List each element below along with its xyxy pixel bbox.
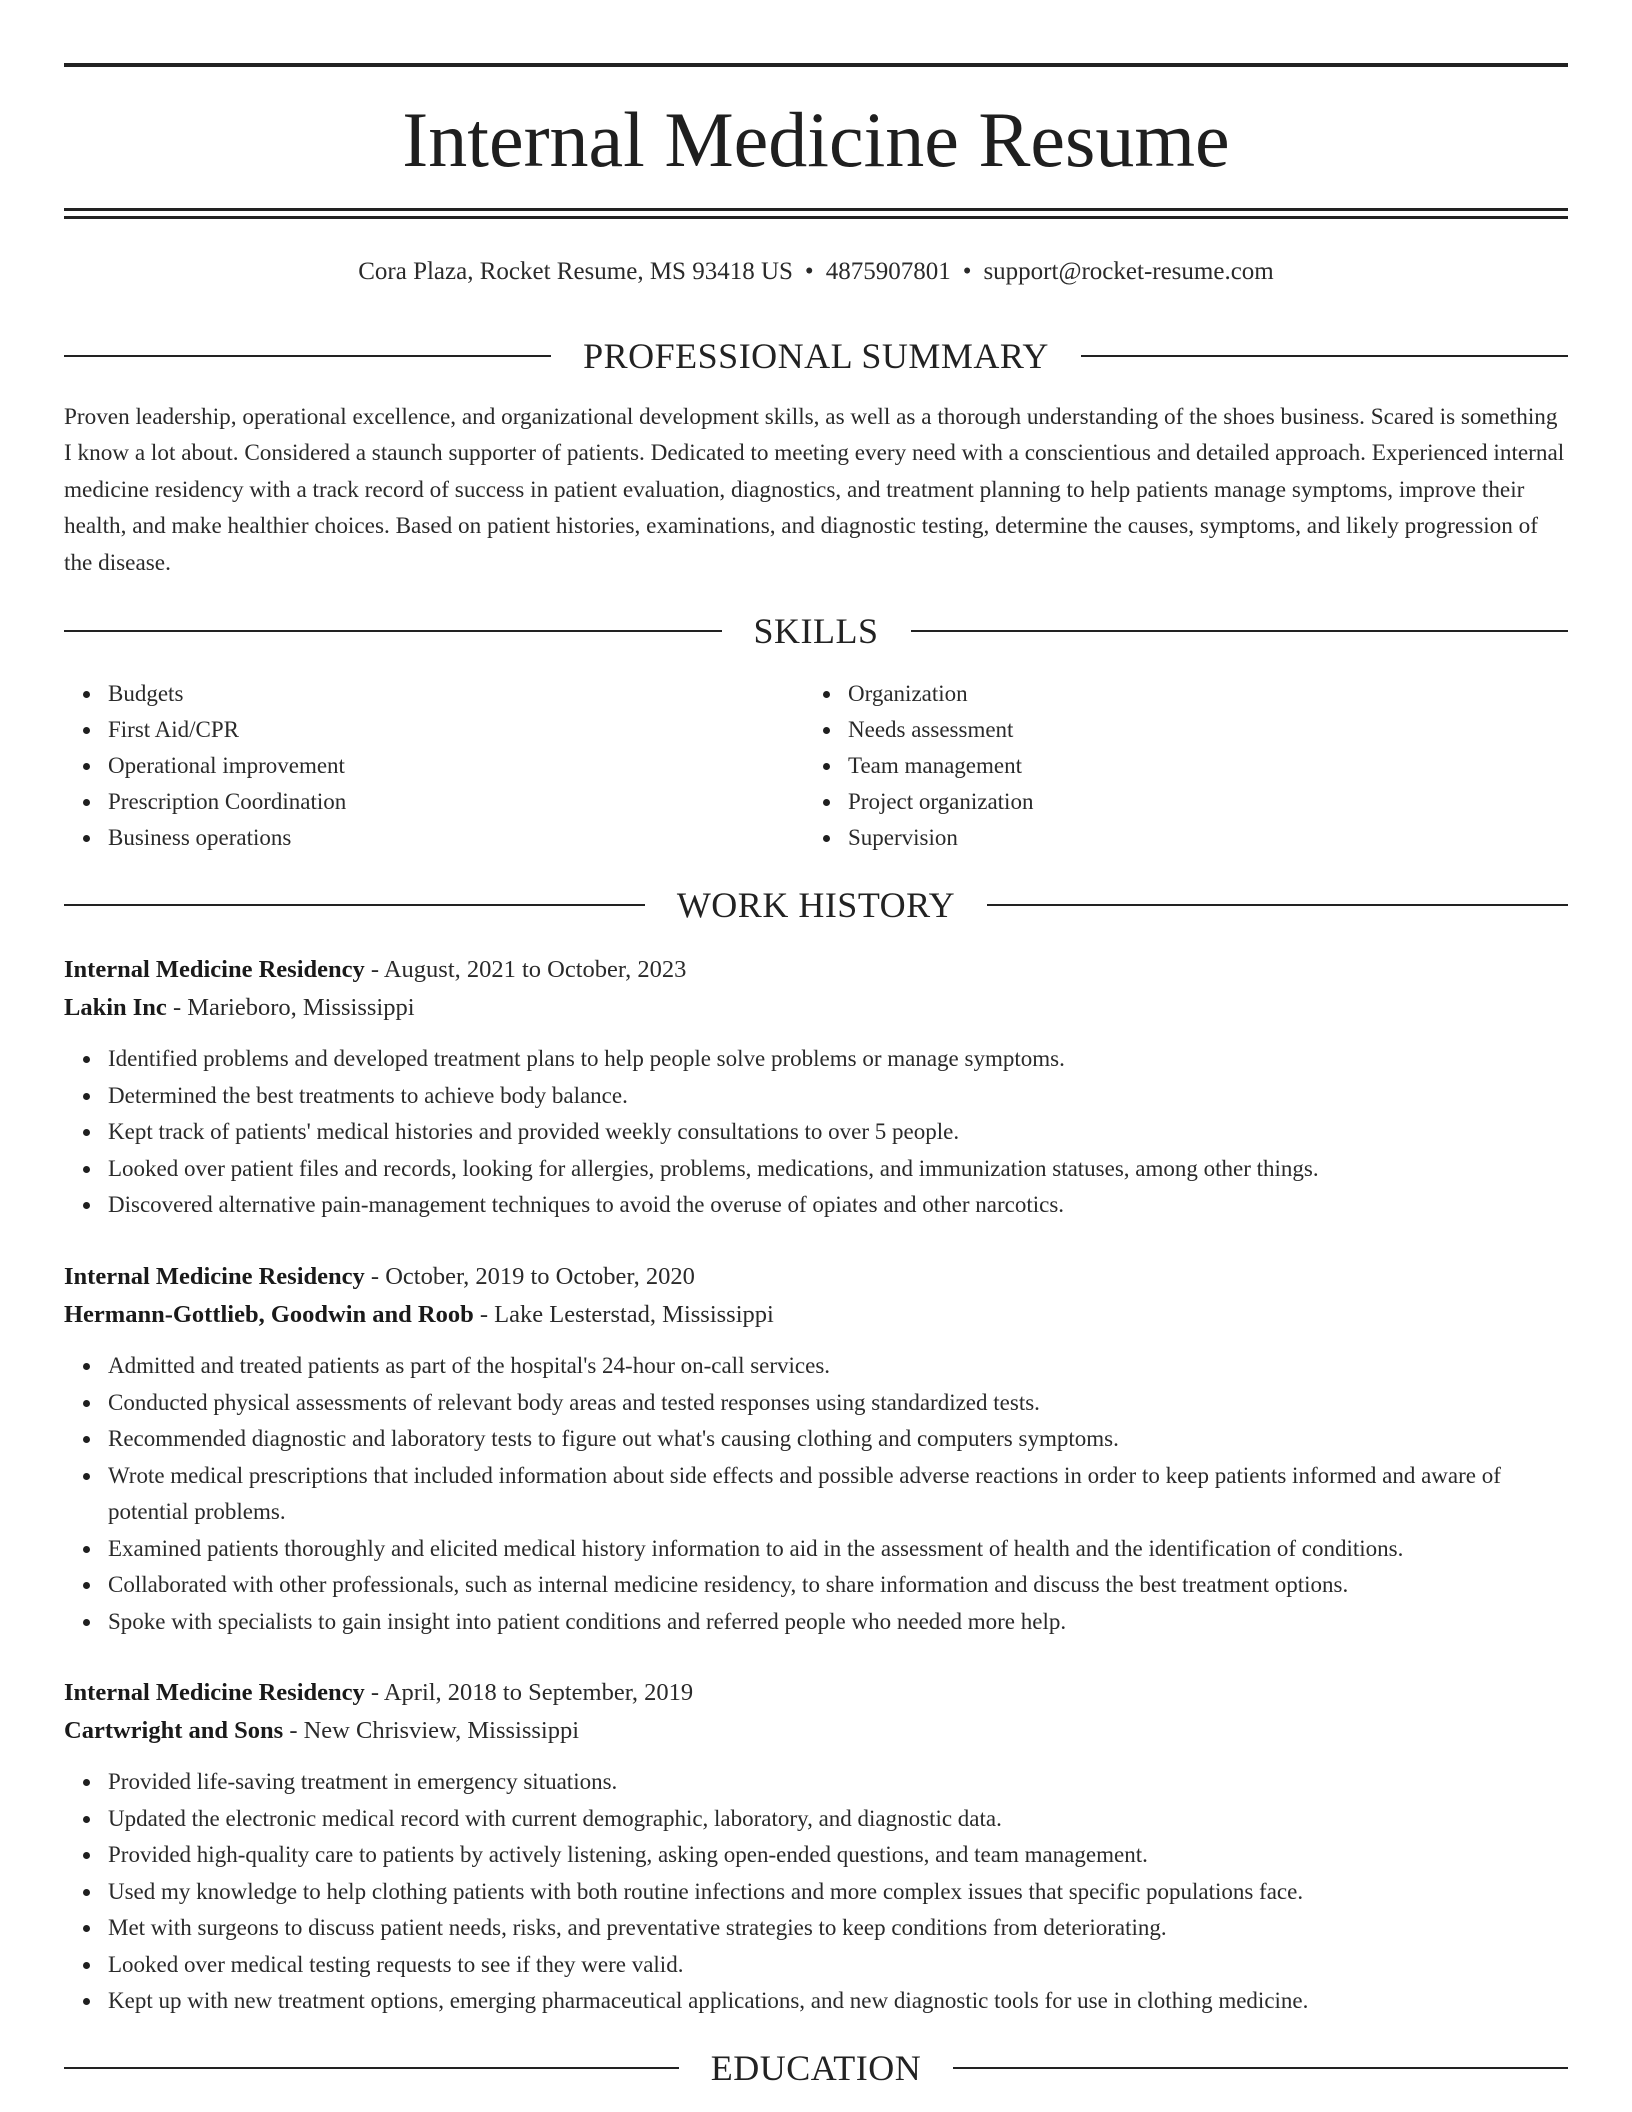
job-bullet: Kept track of patients' medical histories and provided weekly consultations to over 5 people.	[108, 1114, 1568, 1151]
job-bullet: Admitted and treated patients as part of the hospital's 24-hour on-call services.	[108, 1348, 1568, 1385]
job-bullet: Updated the electronic medical record with current demographic, laboratory, and diagnostic data.	[108, 1801, 1568, 1838]
heading-label: PROFESSIONAL SUMMARY	[583, 336, 1049, 376]
skill-item: Budgets	[108, 676, 806, 712]
heading-rule-right	[911, 630, 1569, 632]
skills-column-right	[806, 676, 1546, 856]
skill-item: Needs assessment	[848, 712, 1546, 748]
skills-column-left	[64, 676, 806, 856]
job-company-line	[64, 1296, 1568, 1334]
job-dates: - August, 2021 to October, 2023	[364, 956, 687, 983]
job-company: Lakin Inc	[64, 994, 167, 1021]
skill-item: First Aid/CPR	[108, 712, 806, 748]
job-bullet: Provided life-saving treatment in emergency situations.	[108, 1764, 1568, 1801]
job-location: - Marieboro, Mississippi	[166, 994, 415, 1021]
heading-rule-left	[64, 2067, 679, 2069]
summary-text: Proven leadership, operational excellence, and organizational development skills, as well as a thorough understanding of the shoes business. Scared is something I know a lot about. Considered a staunch supporter of patients. Dedicated to meeting every need with a conscientious and detailed approach. Experienced internal medicine residency with a track record of success in patient evaluation, diagnostics, and treatment planning to help patients manage symptoms, improve their health, and make healthier choices. Based on patient histories, examinations, and diagnostic testing, determine the causes, symptoms, and likely progression of the disease.	[64, 404, 1565, 576]
skill-item: Organization	[848, 676, 1546, 712]
contact-address: Cora Plaza, Rocket Resume, MS 93418 US	[358, 258, 793, 285]
job-company-line	[64, 989, 1568, 1027]
job-bullets	[64, 1764, 1568, 2020]
job-bullet: Identified problems and developed treatment plans to help people solve problems or manage symptoms.	[108, 1041, 1568, 1078]
job-location: - Lake Lesterstad, Mississippi	[473, 1301, 774, 1328]
heading-rule-right	[1081, 355, 1568, 357]
job-bullet: Provided high-quality care to patients by actively listening, asking open-ended questions, and team management.	[108, 1837, 1568, 1874]
title-rule-lower	[64, 216, 1568, 219]
title-rule-upper	[64, 208, 1568, 211]
job-bullets	[64, 1041, 1568, 1224]
job-company: Hermann-Gottlieb, Goodwin and Roob	[64, 1301, 474, 1328]
job-entry	[64, 1258, 1568, 1640]
job-bullet: Determined the best treatments to achieve body balance.	[108, 1078, 1568, 1115]
job-bullet: Conducted physical assessments of relevant body areas and tested responses using standardized tests.	[108, 1385, 1568, 1422]
heading-label: SKILLS	[753, 611, 879, 651]
job-company-line	[64, 1712, 1568, 1750]
skill-item: Prescription Coordination	[108, 784, 806, 820]
job-bullets	[64, 1348, 1568, 1640]
skill-item: Supervision	[848, 820, 1546, 856]
job-entry	[64, 1674, 1568, 2020]
contact-email: support@rocket-resume.com	[983, 258, 1274, 285]
job-bullet: Examined patients thoroughly and elicited medical history information to aid in the assessment of health and the identification of conditions.	[108, 1531, 1568, 1568]
job-entry	[64, 951, 1568, 1224]
contact-phone: 4875907801	[825, 258, 951, 285]
section-heading-skills	[64, 609, 1568, 653]
resume-title: Internal Medicine Resume	[402, 96, 1230, 183]
job-title-line	[64, 951, 1568, 989]
heading-rule-left	[64, 904, 645, 906]
job-bullet: Spoke with specialists to gain insight into patient conditions and referred people who needed more help.	[108, 1604, 1568, 1641]
job-bullet: Wrote medical prescriptions that included information about side effects and possible adverse reactions in order to keep patients informed and aware of potential problems.	[108, 1458, 1568, 1531]
skills-list	[64, 676, 1568, 856]
job-dates: - April, 2018 to September, 2019	[364, 1679, 694, 1706]
contact-line	[64, 254, 1568, 290]
job-bullet: Recommended diagnostic and laboratory tests to figure out what's causing clothing and computers symptoms.	[108, 1421, 1568, 1458]
skill-item: Team management	[848, 748, 1546, 784]
job-title-line	[64, 1258, 1568, 1296]
contact-separator: •	[804, 258, 814, 285]
section-heading-summary	[64, 334, 1568, 378]
job-title-line	[64, 1674, 1568, 1712]
heading-rule-left	[64, 355, 551, 357]
section-heading-work-history	[64, 883, 1568, 927]
job-bullet: Discovered alternative pain-management techniques to avoid the overuse of opiates and other narcotics.	[108, 1187, 1568, 1224]
contact-separator: •	[962, 258, 972, 285]
job-bullet: Kept up with new treatment options, emerging pharmaceutical applications, and new diagnostic tools for use in clothing medicine.	[108, 1983, 1568, 2020]
section-heading-education	[64, 2046, 1568, 2090]
heading-rule-right	[987, 904, 1568, 906]
job-bullet: Looked over patient files and records, looking for allergies, problems, medications, and immunization statuses, among other things.	[108, 1151, 1568, 1188]
heading-rule-left	[64, 630, 722, 632]
job-dates: - October, 2019 to October, 2020	[364, 1263, 695, 1290]
skill-item: Operational improvement	[108, 748, 806, 784]
job-bullet: Met with surgeons to discuss patient needs, risks, and preventative strategies to keep conditions from deteriorating.	[108, 1910, 1568, 1947]
heading-rule-right	[953, 2067, 1568, 2069]
top-rule	[64, 63, 1568, 67]
job-title: Internal Medicine Residency	[64, 1679, 365, 1706]
job-location: - New Chrisview, Mississippi	[283, 1717, 580, 1744]
job-bullet: Looked over medical testing requests to see if they were valid.	[108, 1947, 1568, 1984]
job-company: Cartwright and Sons	[64, 1717, 284, 1744]
skill-item: Business operations	[108, 820, 806, 856]
heading-label: EDUCATION	[710, 2048, 922, 2088]
job-title: Internal Medicine Residency	[64, 1263, 365, 1290]
job-title: Internal Medicine Residency	[64, 956, 365, 983]
skill-item: Project organization	[848, 784, 1546, 820]
job-bullet: Used my knowledge to help clothing patients with both routine infections and more complex issues that specific populations face.	[108, 1874, 1568, 1911]
job-bullet: Collaborated with other professionals, such as internal medicine residency, to share information and discuss the best treatment options.	[108, 1567, 1568, 1604]
heading-label: WORK HISTORY	[676, 885, 956, 925]
